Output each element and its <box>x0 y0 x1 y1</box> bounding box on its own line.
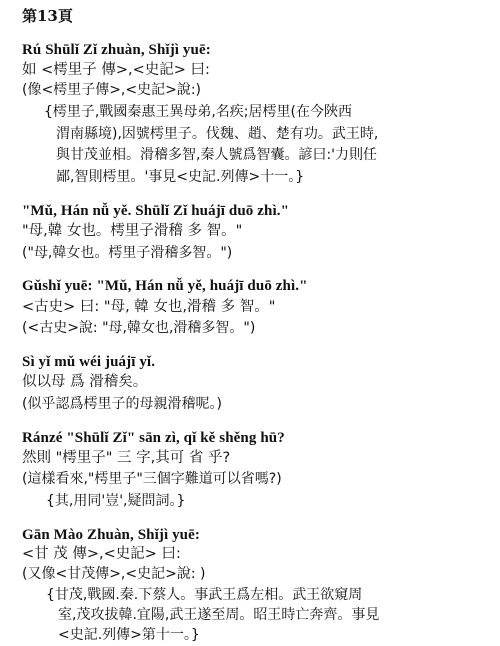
translation-line: (又像<甘茂傳>,<史記>說: ) <box>22 566 206 583</box>
note-line: <史記.列傳>第十一。} <box>58 627 200 644</box>
translation-line: (這樣看來,"樗里子"三個字難道可以省嗎?) <box>22 471 282 488</box>
note-line: 室,茂攻拔韓.宜陽,武王遂至周。昭王時亡奔齊。事見 <box>58 607 380 624</box>
page-label: 第13頁 <box>22 6 73 25</box>
pinyin-line: Sì yǐ mǔ wéi juájī yǐ. <box>22 353 156 370</box>
chinese-line: 似以母 爲 滑稽矣。 <box>22 374 148 391</box>
note-line: 與甘茂並相。滑稽多智,秦人號爲智囊。諺曰:'力則任 <box>56 147 378 164</box>
pinyin-line: Gān Mào Zhuàn, Shǐjì yuē: <box>22 526 200 543</box>
pinyin-line: "Mǔ, Hán nǚ yě. Shūlǐ Zǐ huájī duō zhì." <box>22 202 289 219</box>
pinyin-line: Ránzé "Shūlǐ Zǐ" sān zì, qǐ kě shěng hū? <box>22 429 285 446</box>
chinese-line: "母,韓 女也。樗里子滑稽 多 智。" <box>22 223 243 240</box>
chinese-line: 然則 "樗里子" 三 字,其可 省 乎? <box>22 449 231 466</box>
chinese-line: <甘 茂 傳>,<史記> 曰: <box>22 545 181 562</box>
translation-line: ("母,韓女也。樗里子滑稽多智。") <box>22 245 233 262</box>
note-line: {其,用同'豈',疑問詞。} <box>46 492 186 509</box>
note-line: 渭南縣境),因號樗里子。伐魏、趙、楚有功。武王時, <box>56 126 379 143</box>
translation-line: (<古史>說: "母,韓女也,滑稽多智。") <box>22 320 256 336</box>
translation-line: (像<樗里子傳>,<史記>說:) <box>22 82 202 99</box>
pinyin-line: Gǔshǐ yuē: "Mǔ, Hán nǚ yě, huájī duō zhì." <box>22 278 308 295</box>
chinese-line: 如 <樗里子 傳>,<史記> 曰: <box>22 62 210 79</box>
translation-line: (似乎認爲樗里子的母親滑稽呢。) <box>22 395 222 412</box>
note-line: {甘茂,戰國.秦.下蔡人。事武王爲左相。武王欲窺周 <box>46 586 363 603</box>
note-line: 鄙,智則樗里。'事見<史記.列傳>十一。} <box>56 168 305 185</box>
pinyin-line: Rú Shūlǐ Zǐ zhuàn, Shǐjì yuē: <box>22 41 211 58</box>
note-line: {樗里子,戰國秦惠王異母弟,名疾;居樗里(在今陜西 <box>44 103 352 120</box>
chinese-line: <古史> 曰: "母, 韓 女也,滑稽 多 智。" <box>22 298 276 315</box>
